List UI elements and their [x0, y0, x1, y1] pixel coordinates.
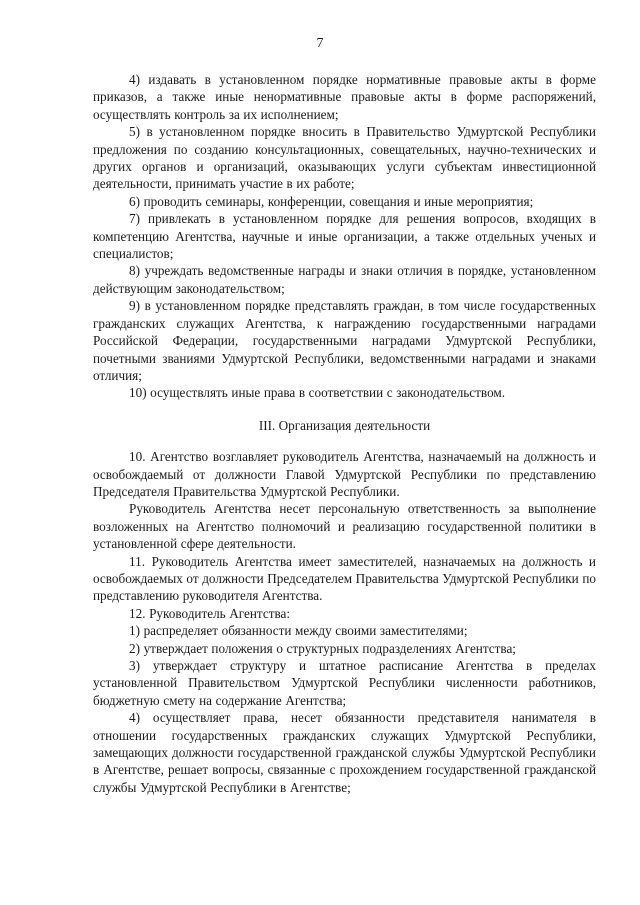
document-body [93, 71, 596, 796]
paragraph-right-9: 9) в установленном порядке представлять граждан, в том числе государственных гражданских служащих Агентства, к награждению государственными наградами Российской Федерации, государственными наградами Удмуртской Республики, почетными званиями Удмуртской Республики, ведомственными наградами и знаками отличия; [93, 298, 596, 383]
paragraph-right-8: 8) учреждать ведомственные награды и знаки отличия в порядке, установленном действующим законодательством; [93, 263, 596, 296]
paragraph-right-4: 4) издавать в установленном порядке нормативные правовые акты в форме приказов, а также иные ненормативные правовые акты в форме распоряжений, осуществлять контроль за их исполнением; [93, 72, 596, 122]
paragraph-clause-11: 11. Руководитель Агентства имеет заместителей, назначаемых на должность и освобождаемых от должности Председателем Правительства Удмуртской Республики по представлению руководителя Агентства. [93, 553, 596, 604]
section-heading: III. Организация деятельности [258, 417, 431, 433]
paragraph-responsibility: Руководитель Агентства несет персональную ответственность за выполнение возложенных на Агентство полномочий и реализацию государственной политики в установленной сфере деятельности. [93, 501, 596, 552]
paragraph-duty-4: 4) осуществляет права, несет обязанности представителя нанимателя в отношении государственных гражданских служащих Удмуртской Республики, замещающих должности государственной гражданской службы Удмуртской Республики в Агентстве, решает вопросы, связанные с прохождением государственной гражданской службы Удмуртской Республики в Агентстве; [93, 710, 596, 795]
paragraph-right-7: 7) привлекать в установленном порядке для решения вопросов, входящих в компетенцию Агентства, научные и иные организации, а также отдельных ученых и специалистов; [93, 211, 596, 262]
paragraph-right-10: 10) осуществлять иные права в соответствии с законодательством. [129, 385, 506, 401]
paragraph-right-5: 5) в установленном порядке вносить в Правительство Удмуртской Республики предложения по созданию консультационных, совещательных, научно-технических и других органов и организаций, оказывающих услуги субъектам инвестиционной деятельности, принимать участие в их работе; [93, 124, 596, 192]
paragraph-duty-3: 3) утверждает структуру и штатное расписание Агентства в пределах установленной Правительством Удмуртской Республики численности работников, бюджетную смету на содержание Агентства; [93, 658, 596, 708]
page-number: 7 [316, 36, 324, 51]
paragraph-clause-12: 12. Руководитель Агентства: [129, 605, 291, 621]
paragraph-clause-10: 10. Агентство возглавляет руководитель Агентства, назначаемый на должность и освобождаемый от должности Главой Удмуртской Республики по представлению Председателя Правительства Удмуртской Республики. [93, 449, 596, 499]
paragraph-duty-2: 2) утверждает положения о структурных подразделениях Агентства; [129, 640, 516, 656]
paragraph-duty-1: 1) распределяет обязанности между своими заместителями; [129, 623, 468, 639]
paragraph-right-6: 6) проводить семинары, конференции, совещания и иные мероприятия; [129, 193, 534, 209]
